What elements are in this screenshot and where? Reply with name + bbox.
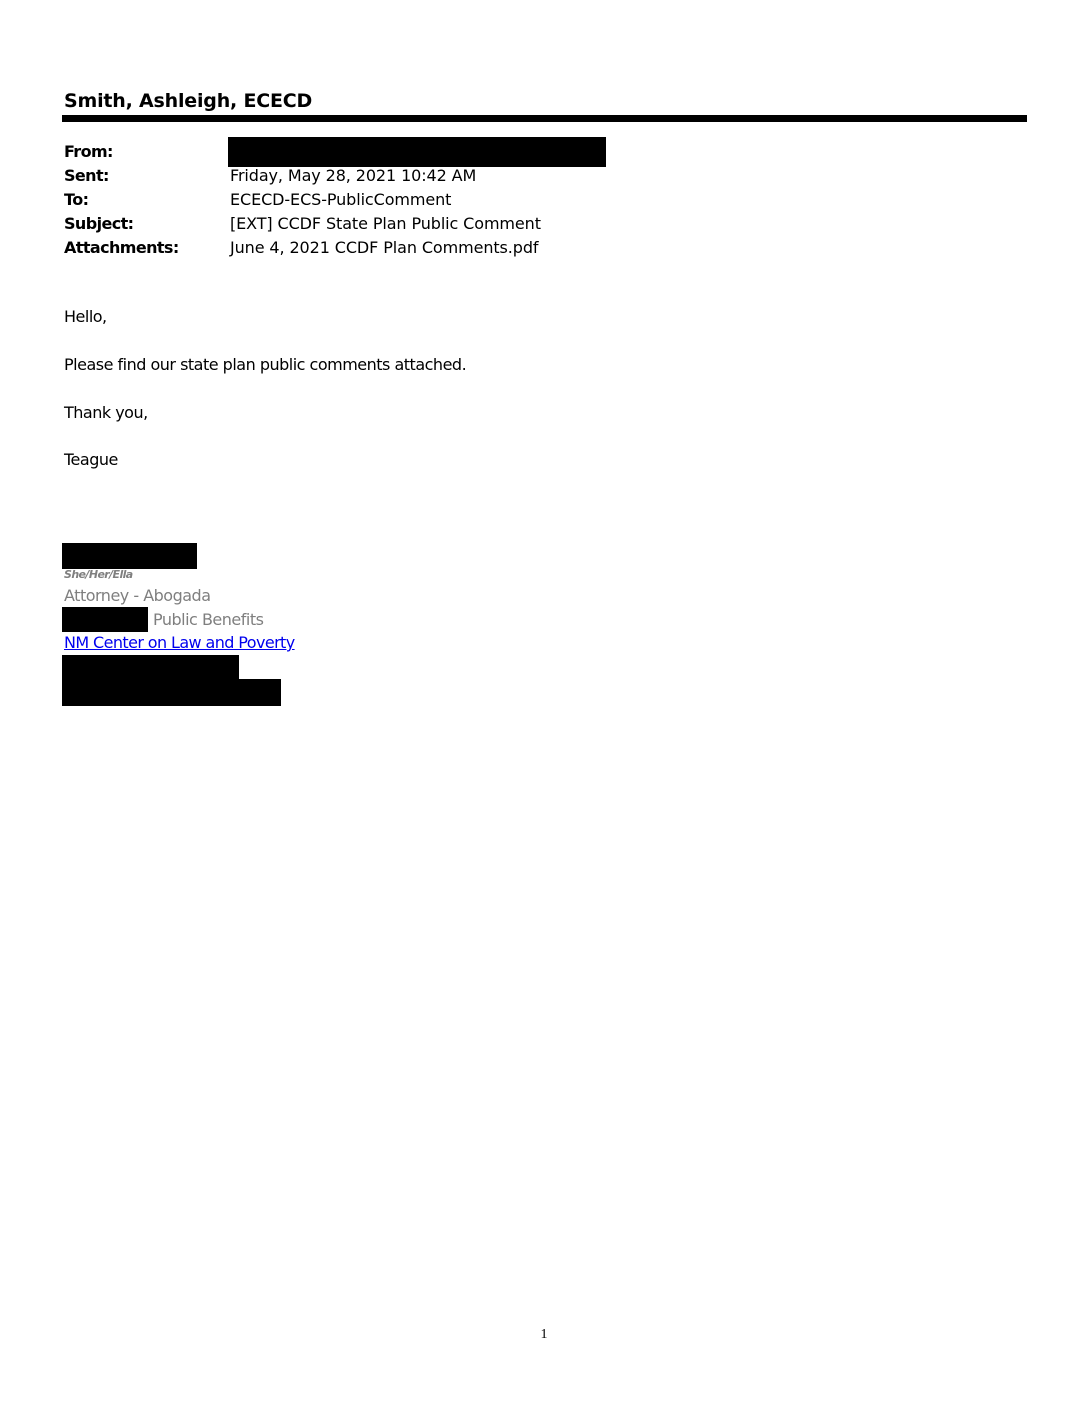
from-value-redacted (228, 137, 606, 167)
attachments-label: Attachments: (64, 238, 179, 257)
sent-value: Friday, May 28, 2021 10:42 AM (230, 166, 477, 185)
closing-text: Thank you, (64, 403, 148, 422)
signature-title: Attorney - Abogada (64, 586, 211, 605)
signature-pronouns: She/Her/Ella (64, 568, 133, 581)
attachment-file[interactable]: June 4, 2021 CCDF Plan Comments.pdf (230, 238, 539, 257)
signature-department-prefix-redacted (62, 607, 148, 632)
greeting-text: Hello, (64, 307, 107, 326)
subject-label: Subject: (64, 214, 134, 233)
signature-contact-redacted-2 (62, 679, 281, 706)
subject-value: [EXT] CCDF State Plan Public Comment (230, 214, 541, 233)
to-label: To: (64, 190, 89, 209)
from-label: From: (64, 142, 113, 161)
signature-contact-redacted-1 (62, 655, 239, 681)
mailbox-owner-name: Smith, Ashleigh, ECECD (64, 90, 313, 112)
organization-link[interactable]: NM Center on Law and Poverty (64, 633, 295, 652)
signature-department: Public Benefits (153, 610, 264, 629)
to-value: ECECD-ECS-PublicComment (230, 190, 452, 209)
header-divider (62, 115, 1027, 122)
signature-name-redacted (62, 543, 197, 569)
sent-label: Sent: (64, 166, 109, 185)
page-number: 1 (540, 1327, 548, 1342)
sender-first-name: Teague (64, 450, 118, 469)
message-text: Please find our state plan public comments attached. (64, 355, 467, 374)
